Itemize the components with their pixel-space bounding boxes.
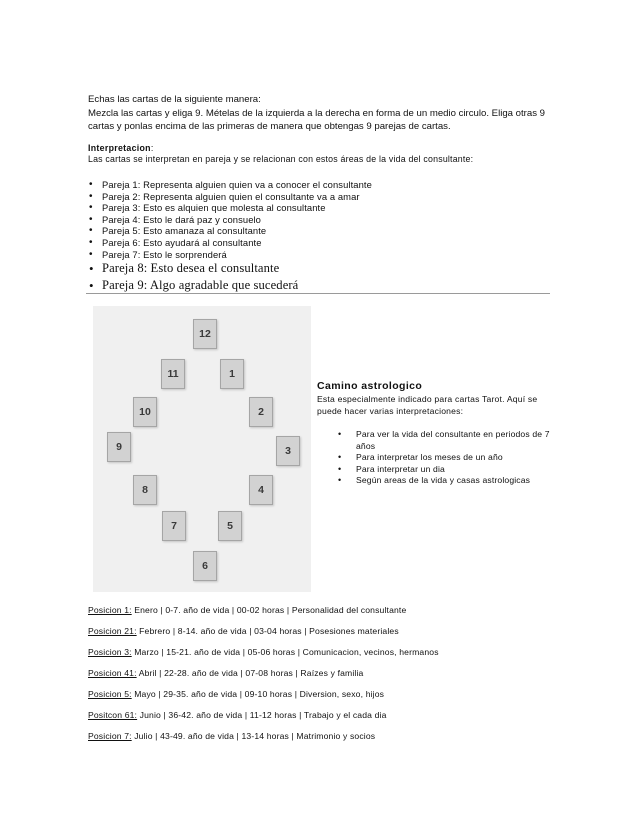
position-label: Posicion 21: (88, 626, 137, 636)
position-label: Posicion 5: (88, 689, 132, 699)
position-row (88, 730, 439, 751)
position-text: Marzo | 15-21. año de vida | 05-06 horas | Comunicacion, vecinos, hermanos (131, 647, 439, 657)
pair-item: • Pareja 2: Representa alguien quien el consultante va a amar (88, 191, 372, 203)
position-row (88, 604, 439, 625)
position-text: Enero | 0-7. año de vida | 00-02 horas | Personalidad del consultante (131, 605, 407, 615)
camino-title: Camino astrologico (317, 380, 423, 392)
position-text: Abril | 22-28. año de vida | 07-08 horas | Raízes y familia (136, 668, 364, 678)
camino-text: Esta especialmente indicado para cartas Tarot. Aquí se puede hacer varias interpretaciones: (317, 394, 538, 416)
intro-line-1: Echas las cartas de la siguiente manera: (88, 94, 261, 105)
position-row (88, 667, 439, 688)
card-3: 3 (276, 436, 300, 466)
position-text: Junio | 36-42. año de vida | 11-12 horas | Trabajo y el cada dia (137, 710, 387, 720)
camino-item: • Para ver la vida del consultante en periodos de 7 años (317, 429, 552, 452)
camino-section (317, 380, 552, 487)
pair-item: • Pareja 3: Esto es alquien que molesta al consultante (88, 202, 372, 214)
position-text: Julio | 43-49. año de vida | 13-14 horas | Matrimonio y socios (131, 731, 376, 741)
pair-item: • Pareja 1: Representa alguien quien va a conocer el consultante (88, 179, 372, 191)
card-6: 6 (193, 551, 217, 581)
pair-item: • Pareja 6: Esto ayudará al consultante (88, 237, 372, 249)
camino-list (317, 429, 552, 487)
pair-item: • Pareja 5: Esto amanaza al consultante (88, 225, 372, 237)
card-layout-diagram (93, 306, 311, 592)
card-5: 5 (218, 511, 242, 541)
position-label: Posicion 7: (88, 731, 132, 741)
position-row (88, 709, 439, 730)
camino-item: • Para interpretar un dia (317, 464, 552, 476)
card-12: 12 (193, 319, 217, 349)
interpretacion-colon: : (150, 143, 154, 153)
card-9: 9 (107, 432, 131, 462)
position-text: Mayo | 29-35. año de vida | 09-10 horas | Diversion, sexo, hijos (131, 689, 385, 699)
card-11: 11 (161, 359, 185, 389)
card-2: 2 (249, 397, 273, 427)
interpretacion-text: Las cartas se interpretan en pareja y se relacionan con estos áreas de la vida del consultante: (88, 154, 474, 164)
position-text: Febrero | 8-14. año de vida | 03-04 horas | Posesiones materiales (136, 626, 399, 636)
position-row (88, 688, 439, 709)
card-1: 1 (220, 359, 244, 389)
camino-item: • Para interpretar los meses de un año (317, 452, 552, 464)
position-row (88, 625, 439, 646)
card-7: 7 (162, 511, 186, 541)
position-label: Posicion 41: (88, 668, 137, 678)
position-row (88, 646, 439, 667)
intro-line-2: Mezcla las cartas y eliga 9. Mételas de la izquierda a la derecha en forma de un medio circulo. Eliga otras 9 cartas y ponlas encima de las primeras de manera que obtengas 9 parejas de cartas. (88, 107, 546, 132)
pair-item: • Pareja 7: Esto le sorprenderá (88, 249, 372, 261)
pair-item: • Pareja 4: Esto le dará paz y consuelo (88, 214, 372, 226)
pair-item: • Pareja 9: Algo agradable que sucederá (88, 277, 372, 294)
intro-paragraph (88, 93, 558, 134)
card-8: 8 (133, 475, 157, 505)
pair-item: • Pareja 8: Esto desea el consultante (88, 260, 372, 277)
position-label: Posicion 1: (88, 605, 132, 615)
position-label: Posicion 3: (88, 647, 132, 657)
camino-item: • Según areas de la vida y casas astrologicas (317, 475, 552, 487)
horizontal-divider (86, 293, 550, 294)
interpretacion-title: Interpretacion (88, 143, 151, 153)
card-4: 4 (249, 475, 273, 505)
position-label: Positcon 61: (88, 710, 138, 720)
positions-list (88, 604, 439, 751)
pairs-list (88, 179, 372, 294)
card-10: 10 (133, 397, 157, 427)
